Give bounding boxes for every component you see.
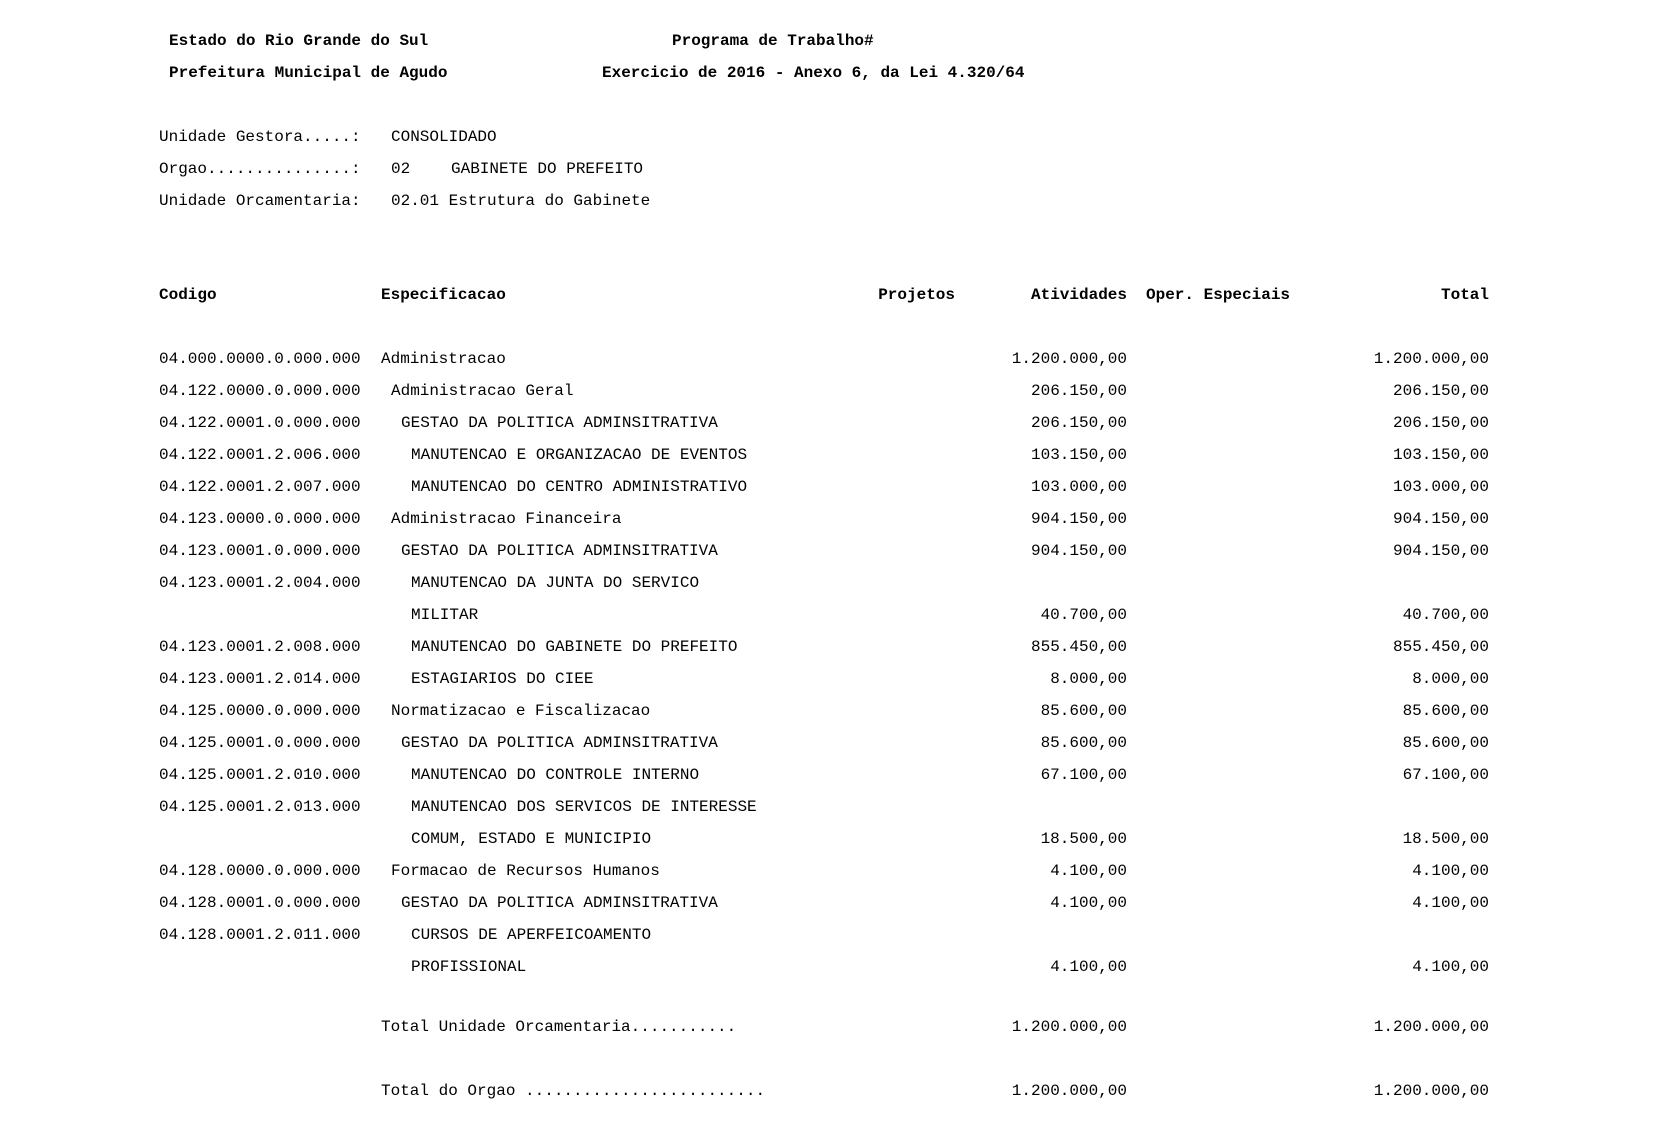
row-total: 67.100,00 (1402, 766, 1489, 784)
row-spec: GESTAO DA POLITICA ADMINSITRATIVA (401, 734, 718, 752)
row-total: 4.100,00 (1412, 894, 1489, 912)
orgao-code: 02 (391, 160, 411, 178)
row-total: 206.150,00 (1392, 382, 1489, 400)
col-header-especificacao: Especificacao (381, 286, 506, 304)
row-spec: PROFISSIONAL (411, 958, 527, 976)
row-atividades: 206.150,00 (1030, 414, 1127, 432)
row-atividades: 103.000,00 (1030, 478, 1127, 496)
col-header-total: Total (1440, 286, 1489, 304)
col-header-oper-especiais: Oper. Especiais (1146, 286, 1291, 304)
row-spec: ESTAGIARIOS DO CIEE (411, 670, 594, 688)
row-spec: MANUTENCAO DO CONTROLE INTERNO (411, 766, 700, 784)
row-total: 4.100,00 (1412, 862, 1489, 880)
row-total: 904.150,00 (1392, 542, 1489, 560)
header-program-title: Programa de Trabalho# (672, 32, 874, 50)
row-code: 04.123.0001.2.014.000 (159, 670, 361, 688)
row-code: 04.123.0001.0.000.000 (159, 542, 361, 560)
row-atividades: 4.100,00 (1050, 958, 1127, 976)
row-code: 04.125.0001.2.013.000 (159, 798, 361, 816)
row-atividades: 904.150,00 (1030, 510, 1127, 528)
orgao-name: GABINETE DO PREFEITO (451, 160, 644, 178)
row-spec: COMUM, ESTADO E MUNICIPIO (411, 830, 652, 848)
row-atividades: 18.500,00 (1040, 830, 1127, 848)
row-code: 04.128.0001.0.000.000 (159, 894, 361, 912)
row-total: 103.000,00 (1392, 478, 1489, 496)
total-unidade-total: 1.200.000,00 (1373, 1018, 1489, 1036)
row-spec: MILITAR (411, 606, 479, 624)
row-code: 04.125.0001.0.000.000 (159, 734, 361, 752)
row-total: 4.100,00 (1412, 958, 1489, 976)
unidade-value: 02.01 Estrutura do Gabinete (391, 192, 651, 210)
row-total: 18.500,00 (1402, 830, 1489, 848)
row-spec: GESTAO DA POLITICA ADMINSITRATIVA (401, 542, 718, 560)
row-total: 40.700,00 (1402, 606, 1489, 624)
row-spec: MANUTENCAO DO CENTRO ADMINISTRATIVO (411, 478, 748, 496)
col-header-projetos: Projetos (878, 286, 955, 304)
row-atividades: 103.150,00 (1030, 446, 1127, 464)
row-spec: Formacao de Recursos Humanos (391, 862, 660, 880)
header-state: Estado do Rio Grande do Sul (169, 32, 429, 50)
row-code: 04.123.0001.2.004.000 (159, 574, 361, 592)
row-total: 103.150,00 (1392, 446, 1489, 464)
row-code: 04.122.0001.2.006.000 (159, 446, 361, 464)
row-code: 04.128.0001.2.011.000 (159, 926, 361, 944)
row-code: 04.123.0001.2.008.000 (159, 638, 361, 656)
row-code: 04.122.0001.2.007.000 (159, 478, 361, 496)
header-exercise: Exercicio de 2016 - Anexo 6, da Lei 4.320/64 (602, 64, 1025, 82)
row-atividades: 904.150,00 (1030, 542, 1127, 560)
row-spec: GESTAO DA POLITICA ADMINSITRATIVA (401, 414, 718, 432)
row-atividades: 85.600,00 (1040, 734, 1127, 752)
row-code: 04.122.0001.0.000.000 (159, 414, 361, 432)
row-code: 04.123.0000.0.000.000 (159, 510, 361, 528)
total-orgao-atividades: 1.200.000,00 (1011, 1082, 1127, 1100)
row-spec: CURSOS DE APERFEICOAMENTO (411, 926, 652, 944)
row-total: 85.600,00 (1402, 734, 1489, 752)
row-spec: MANUTENCAO DA JUNTA DO SERVICO (411, 574, 700, 592)
row-code: 04.125.0001.2.010.000 (159, 766, 361, 784)
row-spec: Administracao (381, 350, 506, 368)
row-atividades: 4.100,00 (1050, 862, 1127, 880)
row-spec: Administracao Geral (391, 382, 574, 400)
row-atividades: 4.100,00 (1050, 894, 1127, 912)
row-atividades: 206.150,00 (1030, 382, 1127, 400)
orgao-label: Orgao...............: (159, 160, 361, 178)
row-total: 206.150,00 (1392, 414, 1489, 432)
row-atividades: 85.600,00 (1040, 702, 1127, 720)
row-total: 8.000,00 (1412, 670, 1489, 688)
row-total: 1.200.000,00 (1373, 350, 1489, 368)
row-total: 85.600,00 (1402, 702, 1489, 720)
row-spec: MANUTENCAO E ORGANIZACAO DE EVENTOS (411, 446, 748, 464)
row-code: 04.000.0000.0.000.000 (159, 350, 361, 368)
header-municipality: Prefeitura Municipal de Agudo (169, 64, 448, 82)
row-code: 04.125.0000.0.000.000 (159, 702, 361, 720)
total-orgao-total: 1.200.000,00 (1373, 1082, 1489, 1100)
row-spec: Administracao Financeira (391, 510, 622, 528)
col-header-atividades: Atividades (1030, 286, 1127, 304)
gestora-value: CONSOLIDADO (391, 128, 497, 146)
row-atividades: 40.700,00 (1040, 606, 1127, 624)
row-atividades: 8.000,00 (1050, 670, 1127, 688)
row-spec: MANUTENCAO DOS SERVICOS DE INTERESSE (411, 798, 757, 816)
row-total: 855.450,00 (1392, 638, 1489, 656)
total-orgao-label: Total do Orgao ......................... (381, 1082, 766, 1100)
unidade-label: Unidade Orcamentaria: (159, 192, 361, 210)
total-unidade-label: Total Unidade Orcamentaria........... (381, 1018, 737, 1036)
row-spec: Normatizacao e Fiscalizacao (391, 702, 651, 720)
row-code: 04.128.0000.0.000.000 (159, 862, 361, 880)
row-spec: MANUTENCAO DO GABINETE DO PREFEITO (411, 638, 738, 656)
col-header-codigo: Codigo (159, 286, 217, 304)
row-spec: GESTAO DA POLITICA ADMINSITRATIVA (401, 894, 718, 912)
row-atividades: 67.100,00 (1040, 766, 1127, 784)
row-code: 04.122.0000.0.000.000 (159, 382, 361, 400)
gestora-label: Unidade Gestora.....: (159, 128, 361, 146)
row-atividades: 1.200.000,00 (1011, 350, 1127, 368)
row-atividades: 855.450,00 (1030, 638, 1127, 656)
row-total: 904.150,00 (1392, 510, 1489, 528)
total-unidade-atividades: 1.200.000,00 (1011, 1018, 1127, 1036)
